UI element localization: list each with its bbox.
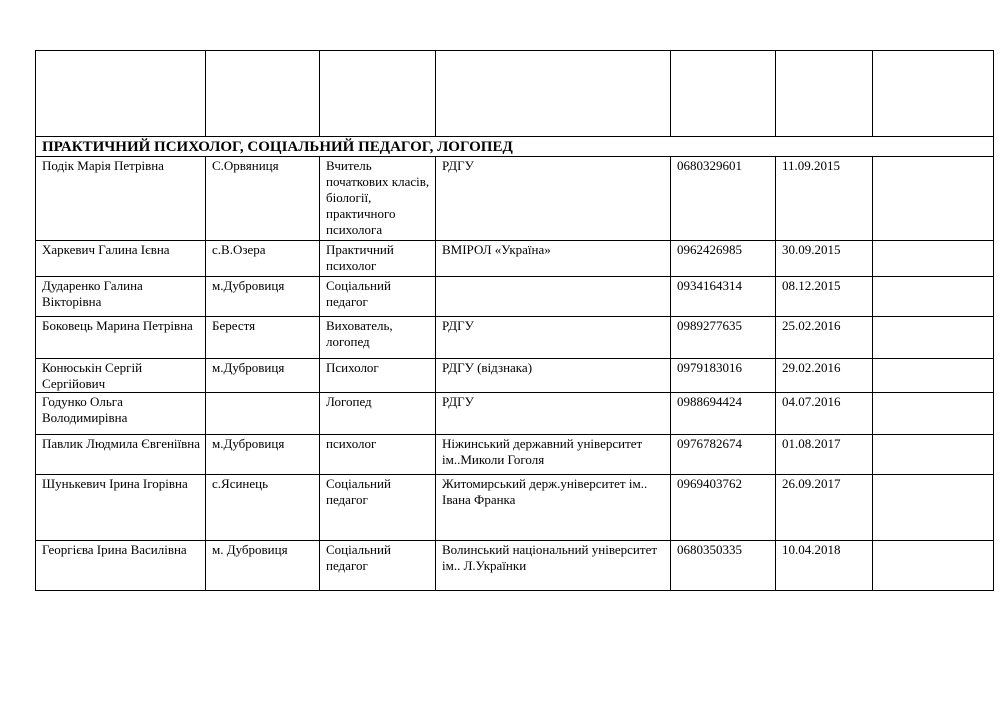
position-cell: Вчитель початкових класів, біології, практичного психолога — [320, 157, 436, 241]
name-cell: Годунко Ольга Володимирівна — [36, 393, 206, 435]
institution-cell: Житомирський держ.університет ім.. Івана Франка — [436, 475, 671, 541]
position-cell: Соціальний педагог — [320, 277, 436, 317]
institution-cell: РДГУ — [436, 317, 671, 359]
date-cell: 08.12.2015 — [776, 277, 873, 317]
staff-table — [35, 50, 994, 591]
phone-cell: 0979183016 — [671, 359, 776, 393]
name-cell: Шунькевич Ірина Ігорівна — [36, 475, 206, 541]
date-cell: 01.08.2017 — [776, 435, 873, 475]
empty-cell — [320, 51, 436, 137]
empty-cell — [671, 51, 776, 137]
name-cell: Георгієва Ірина Василівна — [36, 541, 206, 591]
institution-cell: РДГУ (відзнака) — [436, 359, 671, 393]
empty-cell — [873, 317, 994, 359]
date-cell: 29.02.2016 — [776, 359, 873, 393]
position-cell: Вихователь, логопед — [320, 317, 436, 359]
place-cell: с.В.Озера — [206, 241, 320, 277]
empty-cell — [776, 51, 873, 137]
phone-cell: 0969403762 — [671, 475, 776, 541]
position-cell: Психолог — [320, 359, 436, 393]
institution-cell: РДГУ — [436, 393, 671, 435]
name-cell: Дударенко Галина Вікторівна — [36, 277, 206, 317]
empty-cell — [873, 241, 994, 277]
empty-cell — [873, 157, 994, 241]
place-cell: м.Дубровиця — [206, 359, 320, 393]
phone-cell: 0988694424 — [671, 393, 776, 435]
date-cell: 10.04.2018 — [776, 541, 873, 591]
empty-cell — [36, 51, 206, 137]
place-cell: м.Дубровиця — [206, 277, 320, 317]
name-cell: Боковець Марина Петрівна — [36, 317, 206, 359]
empty-cell — [873, 51, 994, 137]
table-row — [36, 393, 994, 435]
name-cell: Конюськін Сергій Сергійович — [36, 359, 206, 393]
place-cell: с.Ясинець — [206, 475, 320, 541]
table-row — [36, 435, 994, 475]
place-cell: м. Дубровиця — [206, 541, 320, 591]
empty-cell — [873, 541, 994, 591]
table-row — [36, 241, 994, 277]
phone-cell: 0962426985 — [671, 241, 776, 277]
date-cell: 04.07.2016 — [776, 393, 873, 435]
date-cell: 11.09.2015 — [776, 157, 873, 241]
name-cell: Подік Марія Петрівна — [36, 157, 206, 241]
position-cell: Соціальний педагог — [320, 541, 436, 591]
place-cell — [206, 393, 320, 435]
name-cell: Павлик Людмила Євгеніївна — [36, 435, 206, 475]
date-cell: 30.09.2015 — [776, 241, 873, 277]
institution-cell: Ніжинський державний університет ім..Миколи Гоголя — [436, 435, 671, 475]
document-page — [35, 50, 993, 591]
phone-cell: 0934164314 — [671, 277, 776, 317]
section-header-row — [36, 137, 994, 157]
phone-cell: 0989277635 — [671, 317, 776, 359]
empty-cell — [873, 475, 994, 541]
institution-cell: Волинський національний університет ім.. Л.Українки — [436, 541, 671, 591]
empty-cell — [873, 277, 994, 317]
position-cell: психолог — [320, 435, 436, 475]
place-cell: м.Дубровиця — [206, 435, 320, 475]
date-cell: 26.09.2017 — [776, 475, 873, 541]
position-cell: Логопед — [320, 393, 436, 435]
place-cell: Берестя — [206, 317, 320, 359]
section-title: ПРАКТИЧНИЙ ПСИХОЛОГ, СОЦІАЛЬНИЙ ПЕДАГОГ, ЛОГОПЕД — [36, 137, 994, 157]
phone-cell: 0680350335 — [671, 541, 776, 591]
empty-cell — [436, 51, 671, 137]
table-row — [36, 359, 994, 393]
table-row — [36, 317, 994, 359]
table-row — [36, 475, 994, 541]
empty-cell — [873, 359, 994, 393]
position-cell: Соціальний педагог — [320, 475, 436, 541]
institution-cell: РДГУ — [436, 157, 671, 241]
phone-cell: 0976782674 — [671, 435, 776, 475]
place-cell: С.Орвяниця — [206, 157, 320, 241]
table-row — [36, 541, 994, 591]
name-cell: Харкевич Галина Ієвна — [36, 241, 206, 277]
table-row — [36, 157, 994, 241]
table-row — [36, 277, 994, 317]
position-cell: Практичний психолог — [320, 241, 436, 277]
institution-cell — [436, 277, 671, 317]
institution-cell: ВМІРОЛ «Україна» — [436, 241, 671, 277]
date-cell: 25.02.2016 — [776, 317, 873, 359]
empty-cell — [873, 393, 994, 435]
empty-cell — [873, 435, 994, 475]
table-header-row-empty — [36, 51, 994, 137]
phone-cell: 0680329601 — [671, 157, 776, 241]
empty-cell — [206, 51, 320, 137]
